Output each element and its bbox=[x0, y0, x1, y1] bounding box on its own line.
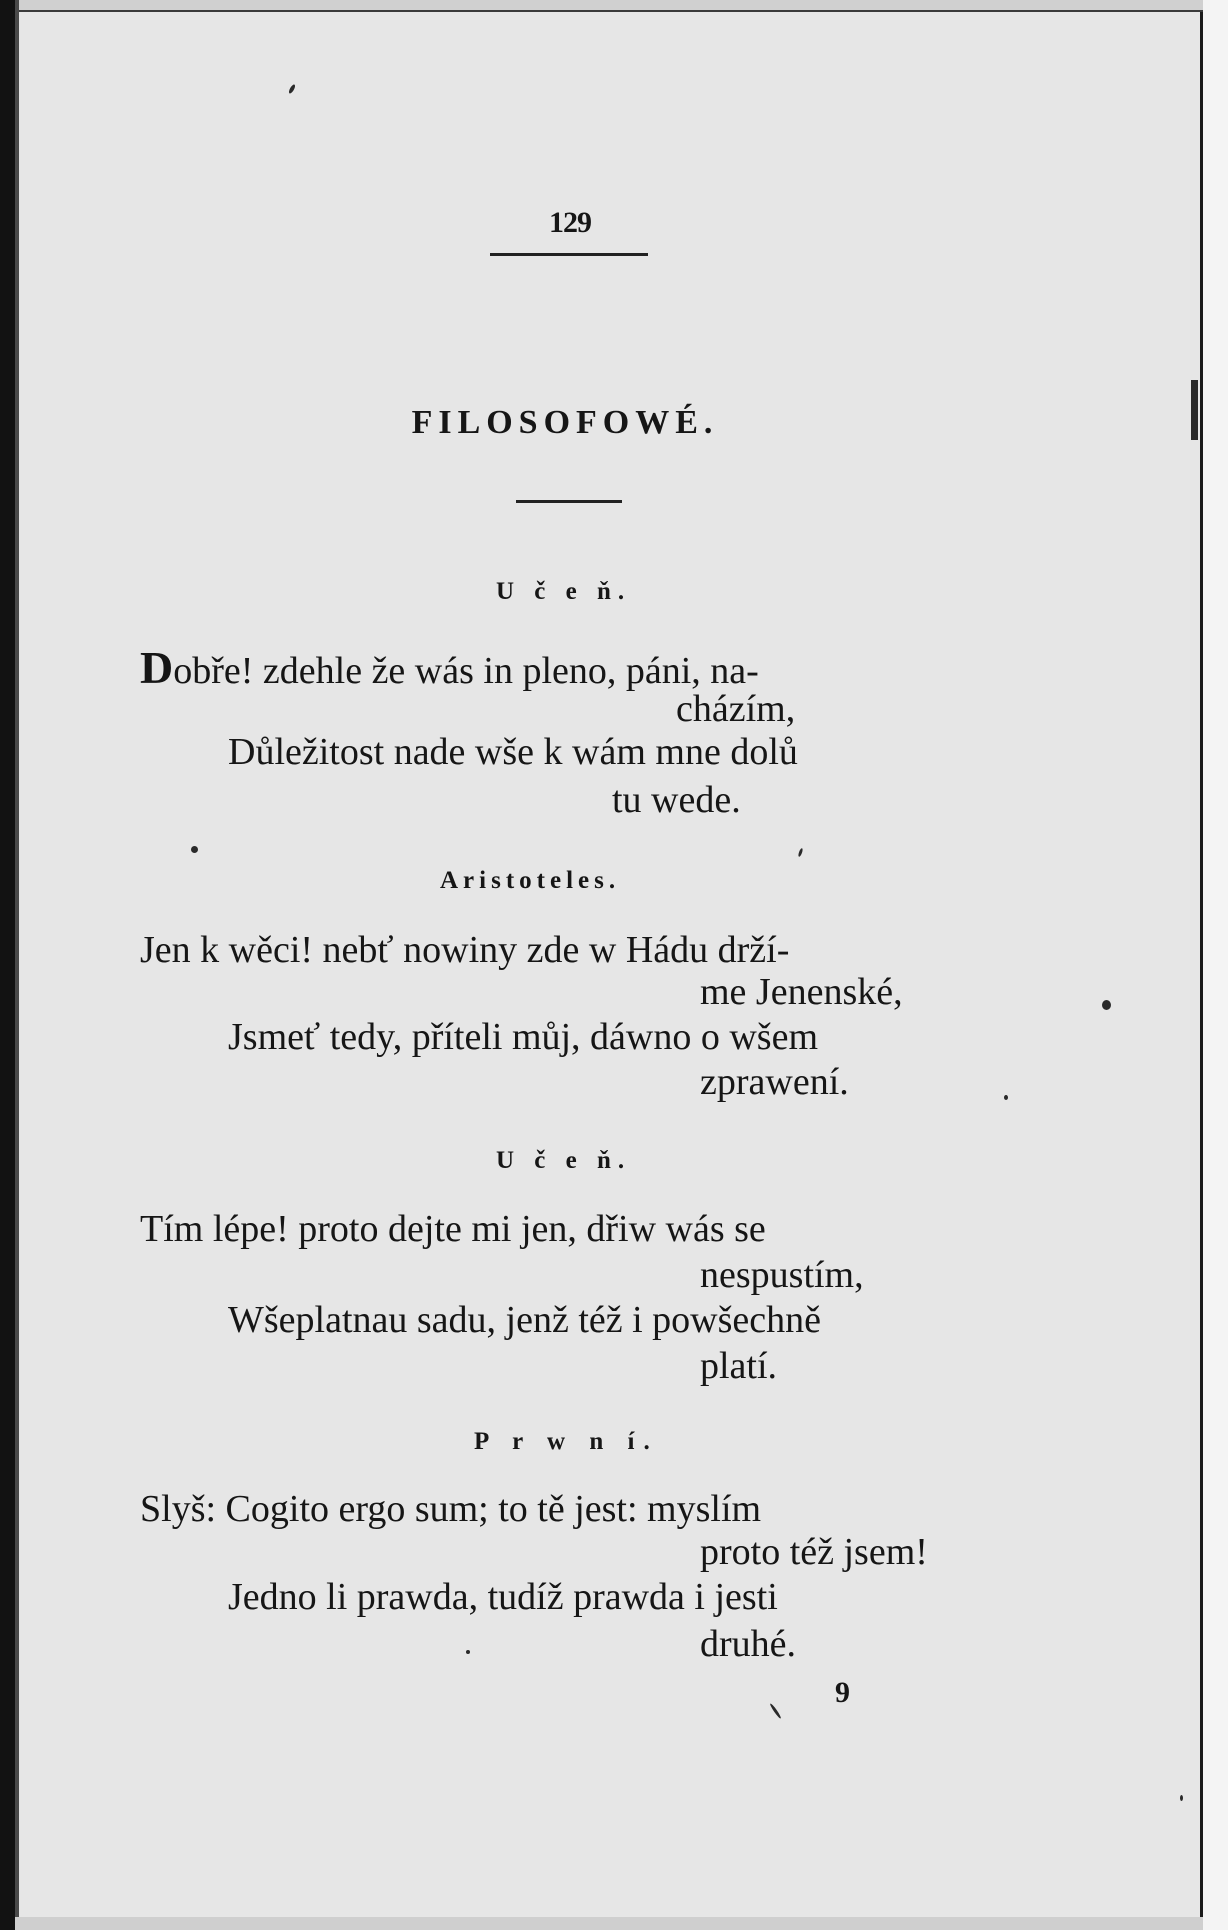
verse-line: Důležitost nade wše k wám mne dolů bbox=[228, 731, 798, 773]
scan-edge-left bbox=[0, 0, 15, 1930]
speaker-heading: P r w n í. bbox=[474, 1428, 659, 1455]
scan-edge-bottom bbox=[15, 1917, 1203, 1930]
header-rule bbox=[490, 253, 648, 256]
scan-speck bbox=[1102, 1000, 1111, 1010]
verse-line: Jen k wěci! nebť nowiny zde w Hádu drží- bbox=[140, 929, 790, 971]
speaker-heading: Aristoteles. bbox=[440, 867, 621, 894]
verse-line: Jsmeť tedy, příteli můj, dáwno o wšem bbox=[228, 1016, 819, 1058]
title-rule bbox=[516, 500, 622, 503]
scan-edge-left-shadow bbox=[15, 0, 19, 1930]
verse-line-continuation: me Jenenské, bbox=[700, 971, 903, 1013]
verse-line-text: obře! zdehle že wás in pleno, páni, na- bbox=[173, 650, 759, 692]
verse-line: Slyš: Cogito ergo sum; to tě jest: myslím bbox=[140, 1488, 762, 1530]
verse-line bbox=[140, 642, 759, 693]
speaker-heading: U č e ň. bbox=[496, 578, 632, 605]
verse-line-continuation: tu wede. bbox=[612, 779, 741, 821]
scan-edge-right bbox=[1200, 12, 1203, 1917]
verse-line-continuation: platí. bbox=[700, 1345, 778, 1387]
scan-speck bbox=[1180, 1795, 1183, 1801]
catchword: 9 bbox=[835, 1676, 850, 1709]
speaker-heading: U č e ň. bbox=[496, 1147, 632, 1174]
page-title: FILOSOFOWÉ. bbox=[411, 404, 719, 441]
scan-speck bbox=[769, 1703, 782, 1719]
page-number: 129 bbox=[549, 206, 591, 239]
verse-line-continuation: proto též jsem! bbox=[700, 1531, 928, 1573]
scan-speck bbox=[798, 848, 804, 857]
scan-speck bbox=[288, 84, 296, 95]
scan-edge-top-line bbox=[15, 10, 1203, 12]
verse-line-continuation: nespustím, bbox=[700, 1254, 864, 1296]
scan-speck bbox=[1004, 1095, 1008, 1100]
verse-line: Tím lépe! proto dejte mi jen, dřiw wás se bbox=[140, 1208, 766, 1250]
verse-line: Wšeplatnau sadu, jenž též i powšechně bbox=[228, 1299, 821, 1341]
scan-speck bbox=[466, 1650, 470, 1654]
verse-line-continuation: zprawení. bbox=[700, 1061, 849, 1103]
binding-mark bbox=[1191, 380, 1198, 440]
verse-line: Jedno li prawda, tudíž prawda i jesti bbox=[228, 1576, 778, 1618]
scan-speck bbox=[191, 846, 198, 853]
drop-cap: D bbox=[140, 642, 174, 693]
verse-line-continuation: cházím, bbox=[676, 688, 796, 730]
scan-margin-right bbox=[1203, 0, 1228, 1930]
verse-line-continuation: druhé. bbox=[700, 1623, 797, 1665]
